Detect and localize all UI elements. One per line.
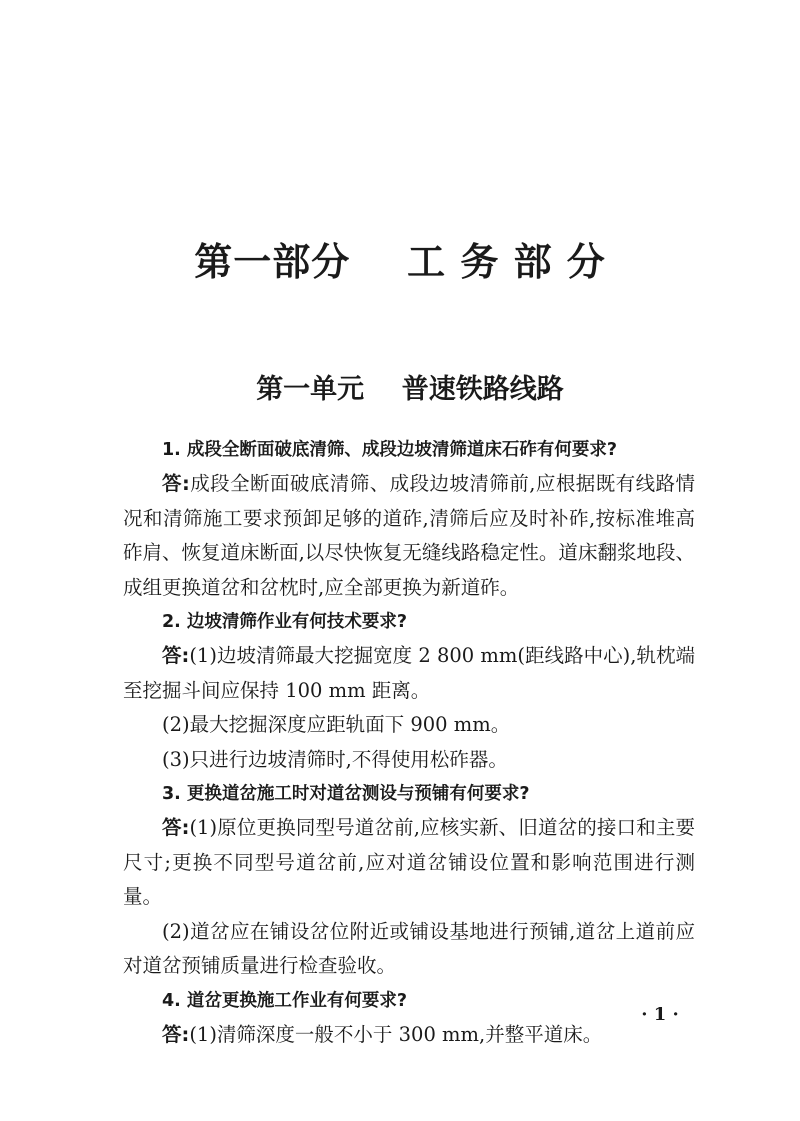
answer-2-item-2: (2)最大挖掘深度应距轨面下 900 mm。: [162, 713, 511, 737]
answer-3-text: (1)原位更换同型号道岔前,应核实新、旧道岔的接口和主要尺寸;更换不同型号道岔前,应对道岔铺设位置和影响范围进行测量。: [123, 816, 695, 909]
answer-label: 答:: [162, 1022, 190, 1046]
answer-1-text: 成段全断面破底清筛、成段边坡清筛前,应根据既有线路情况和清筛施工要求预卸足够的道砟,清筛后应及时补砟,按标准堆高砟肩、恢复道床断面,以尽快恢复无缝线路稳定性。道床翻浆地段、成组更换道岔和岔枕时,应全部更换为新道砟。: [123, 472, 695, 599]
answer-label: 答:: [162, 644, 190, 668]
question-2: 2. 边坡清筛作业有何技术要求?: [162, 612, 408, 633]
unit-title: 第一单元 普速铁路线路: [256, 374, 564, 405]
answer-2-item-3: (3)只进行边坡清筛时,不得使用松砟器。: [162, 747, 508, 771]
qa-content: [123, 433, 695, 1052]
page-number: · 1 ·: [641, 1004, 679, 1025]
answer-label: 答:: [162, 472, 190, 496]
answer-label: 答:: [162, 816, 190, 840]
answer-4: [123, 1018, 695, 1052]
answer-3: [123, 811, 695, 914]
question-4: 4. 道岔更换施工作业有何要求?: [162, 990, 408, 1011]
question-1: 1. 成段全断面破底清筛、成段边坡清筛道床石砟有何要求?: [162, 440, 618, 460]
answer-1: [123, 467, 695, 605]
part-title: 第一部分 工 务 部 分: [194, 239, 606, 284]
answer-2: [123, 639, 695, 708]
answer-2-text: (1)边坡清筛最大挖掘宽度 2 800 mm(距线路中心),轨枕端至挖掘斗间应保持 100 mm 距离。: [123, 644, 695, 702]
question-3: 3. 更换道岔施工时对道岔测设与预铺有何要求?: [162, 784, 530, 805]
answer-3-item-2: (2)道岔应在铺设岔位附近或铺设基地进行预铺,道岔上道前应对道岔预铺质量进行检查验收。: [123, 919, 695, 978]
answer-4-text: (1)清筛深度一般不小于 300 mm,并整平道床。: [189, 1022, 603, 1046]
